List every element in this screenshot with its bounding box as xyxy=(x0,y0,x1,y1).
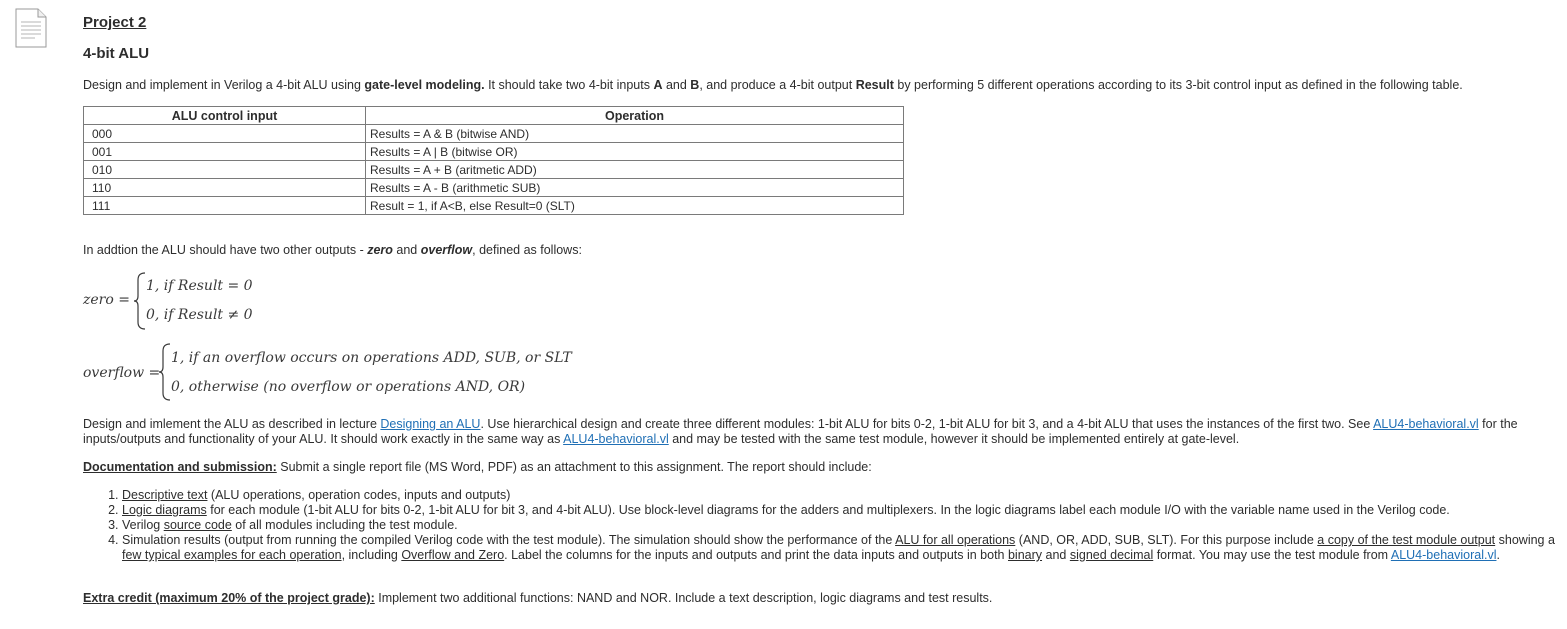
list-item: 4. Simulation results (output from running the compiled Verilog code with the test module). The simulation should show the performance of the ALU for all operations (AND, OR, ADD, SUB, SLT). For this purpose include a copy of the test module output showing a few typical examples for each operation, including Overflow and Zero. Label the columns for the inputs and outputs and print the data inputs and outputs in both binary and signed decimal format. You may use the test module from ALU4-behavioral.vl. xyxy=(122,533,1562,563)
overflow-formula-lhs: overflow = xyxy=(83,365,161,381)
table-row xyxy=(84,179,904,197)
design-paragraph: Design and imlement the ALU as described in lecture Designing an ALU. Use hierarchical design and create three different modules: 1-bit ALU for bits 0-2, 1-bit ALU for bit 3, and a 4-bit ALU that uses the instances of the first two. See ALU4-behavioral.vl for the inputs/outputs and functionality of your ALU. It should work exactly in the same way as ALU4-behavioral.vl and may be tested with the same test module, however it should be implemented entirely at gate-level. xyxy=(83,417,1518,446)
table-cell-code: 010 xyxy=(84,161,366,179)
alu4-behavioral-link[interactable]: ALU4-behavioral.vl xyxy=(563,432,669,446)
table-cell-code: 001 xyxy=(84,143,366,161)
overflow-case-2: 0, otherwise (no overflow or operations AND, OR) xyxy=(171,379,526,395)
intro-paragraph: Design and implement in Verilog a 4-bit ALU using gate-level modeling. It should take two 4-bit inputs A and B, and produce a 4-bit output Result by performing 5 different operations according to its 3-bit control input as defined in the following table. xyxy=(83,78,1463,92)
requirements-list xyxy=(105,488,1562,563)
list-item: 1. Descriptive text (ALU operations, operation codes, inputs and outputs) xyxy=(122,488,1562,503)
list-item: 3. Verilog source code of all modules including the test module. xyxy=(122,518,1562,533)
page-subtitle: 4-bit ALU xyxy=(83,45,150,62)
alu-control-table xyxy=(83,106,904,215)
alu4-behavioral-link[interactable]: ALU4-behavioral.vl xyxy=(1390,548,1497,562)
alu4-behavioral-link[interactable]: ALU4-behavioral.vl xyxy=(1373,417,1479,431)
zero-brace-icon xyxy=(133,272,147,330)
table-cell-code: 110 xyxy=(84,179,366,197)
table-cell-code: 000 xyxy=(84,125,366,143)
table-cell-operation: Results = A + B (aritmetic ADD) xyxy=(366,161,904,179)
table-cell-operation: Results = A | B (bitwise OR) xyxy=(366,143,904,161)
overflow-case-1: 1, if an overflow occurs on operations ADD, SUB, or SLT xyxy=(171,350,572,366)
overflow-brace-icon xyxy=(158,343,172,401)
table-row xyxy=(84,197,904,215)
table-cell-code: 111 xyxy=(84,197,366,215)
zero-case-1: 1, if Result = 0 xyxy=(146,278,253,294)
table-header-control: ALU control input xyxy=(84,107,366,125)
documentation-heading: Documentation and submission: xyxy=(83,460,277,474)
document-icon xyxy=(15,8,47,48)
table-cell-operation: Result = 1, if A<B, else Result=0 (SLT) xyxy=(366,197,904,215)
zero-case-2: 0, if Result ≠ 0 xyxy=(146,307,253,323)
table-cell-operation: Results = A - B (arithmetic SUB) xyxy=(366,179,904,197)
table-header-row xyxy=(84,107,904,125)
extra-credit-heading: Extra credit (maximum 20% of the project grade): xyxy=(83,591,375,605)
page-title-link[interactable]: Project 2 xyxy=(83,14,147,31)
zero-formula-lhs: zero = xyxy=(83,292,130,308)
outputs-paragraph: In addtion the ALU should have two other outputs - zero and overflow, defined as follows: xyxy=(83,243,582,257)
table-row xyxy=(84,161,904,179)
table-row xyxy=(84,125,904,143)
table-row xyxy=(84,143,904,161)
extra-credit-paragraph: Extra credit (maximum 20% of the project grade): Implement two additional functions: NAND and NOR. Include a text description, logic diagrams and test results. xyxy=(83,591,993,605)
designing-alu-link[interactable]: Designing an ALU xyxy=(380,417,481,431)
table-cell-operation: Results = A & B (bitwise AND) xyxy=(366,125,904,143)
list-item: 2. Logic diagrams for each module (1-bit ALU for bits 0-2, 1-bit ALU for bit 3, and 4-bit ALU). Use block-level diagrams for the adders and multiplexers. In the logic diagrams label each module I/O with the variable name used in the Verilog code. xyxy=(122,503,1562,518)
table-header-operation: Operation xyxy=(366,107,904,125)
documentation-paragraph: Documentation and submission: Submit a single report file (MS Word, PDF) as an attachment to this assignment. The report should include: xyxy=(83,460,872,474)
